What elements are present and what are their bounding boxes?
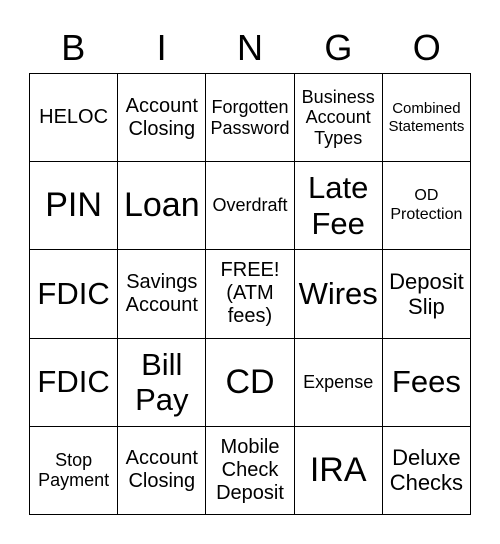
cell-text: Late Fee bbox=[308, 170, 369, 241]
cell-text: CD bbox=[225, 362, 275, 401]
cell-text: PIN bbox=[45, 186, 102, 225]
bingo-cell[interactable] bbox=[30, 427, 118, 515]
cell-text: Combined Statements bbox=[388, 100, 465, 135]
bingo-cell[interactable] bbox=[295, 427, 383, 515]
cell-text: HELOC bbox=[39, 106, 109, 129]
bingo-cell[interactable] bbox=[30, 339, 118, 427]
bingo-cell[interactable] bbox=[206, 74, 294, 162]
cell-text: Stop Payment bbox=[38, 449, 110, 491]
bingo-header bbox=[29, 24, 471, 72]
bingo-cell[interactable] bbox=[295, 250, 383, 338]
bingo-board bbox=[29, 73, 471, 515]
header-letter-o: O bbox=[412, 27, 441, 68]
cell-text: Expense bbox=[303, 371, 374, 392]
bingo-cell[interactable] bbox=[295, 74, 383, 162]
bingo-cell[interactable] bbox=[118, 250, 206, 338]
cell-text: Deluxe Checks bbox=[389, 445, 464, 496]
bingo-cell[interactable] bbox=[30, 162, 118, 250]
header-letter-b: B bbox=[61, 27, 86, 68]
bingo-cell[interactable] bbox=[118, 339, 206, 427]
cell-text: Mobile Check Deposit bbox=[216, 435, 284, 504]
header-letter-i: I bbox=[156, 27, 167, 68]
bingo-cell[interactable] bbox=[295, 339, 383, 427]
cell-text: Overdraft bbox=[212, 195, 288, 216]
cell-text: Deposit Slip bbox=[389, 268, 464, 319]
header-letter-n: N bbox=[236, 27, 263, 68]
cell-text: Account Closing bbox=[125, 94, 198, 140]
cell-text: Bill Pay bbox=[135, 346, 189, 418]
bingo-cell[interactable] bbox=[30, 74, 118, 162]
header-letter-g: G bbox=[324, 27, 353, 68]
bingo-cell[interactable] bbox=[118, 427, 206, 515]
bingo-cell[interactable] bbox=[118, 162, 206, 250]
cell-text: Fees bbox=[391, 364, 461, 400]
cell-text: OD Protection bbox=[390, 187, 463, 223]
bingo-cell[interactable] bbox=[206, 250, 294, 338]
bingo-cell[interactable] bbox=[118, 74, 206, 162]
bingo-cell[interactable] bbox=[383, 339, 471, 427]
bingo-cell[interactable] bbox=[295, 162, 383, 250]
bingo-cell[interactable] bbox=[383, 427, 471, 515]
bingo-cell[interactable] bbox=[206, 339, 294, 427]
bingo-cell[interactable] bbox=[383, 162, 471, 250]
bingo-cell[interactable] bbox=[383, 250, 471, 338]
cell-text: Forgotten Password bbox=[210, 96, 290, 138]
bingo-cell[interactable] bbox=[383, 74, 471, 162]
bingo-cell[interactable] bbox=[206, 427, 294, 515]
cell-text: Savings Account bbox=[125, 270, 198, 316]
bingo-cell[interactable] bbox=[30, 250, 118, 338]
cell-text: FDIC bbox=[37, 364, 110, 400]
cell-text: IRA bbox=[309, 450, 367, 489]
cell-text: FDIC bbox=[37, 276, 110, 312]
cell-text: FREE! (ATM fees) bbox=[220, 259, 280, 328]
cell-text: Account Closing bbox=[125, 447, 198, 493]
cell-text: Loan bbox=[123, 186, 200, 225]
bingo-cell[interactable] bbox=[206, 162, 294, 250]
cell-text: Business Account Types bbox=[301, 86, 375, 148]
cell-text: Wires bbox=[298, 276, 378, 312]
